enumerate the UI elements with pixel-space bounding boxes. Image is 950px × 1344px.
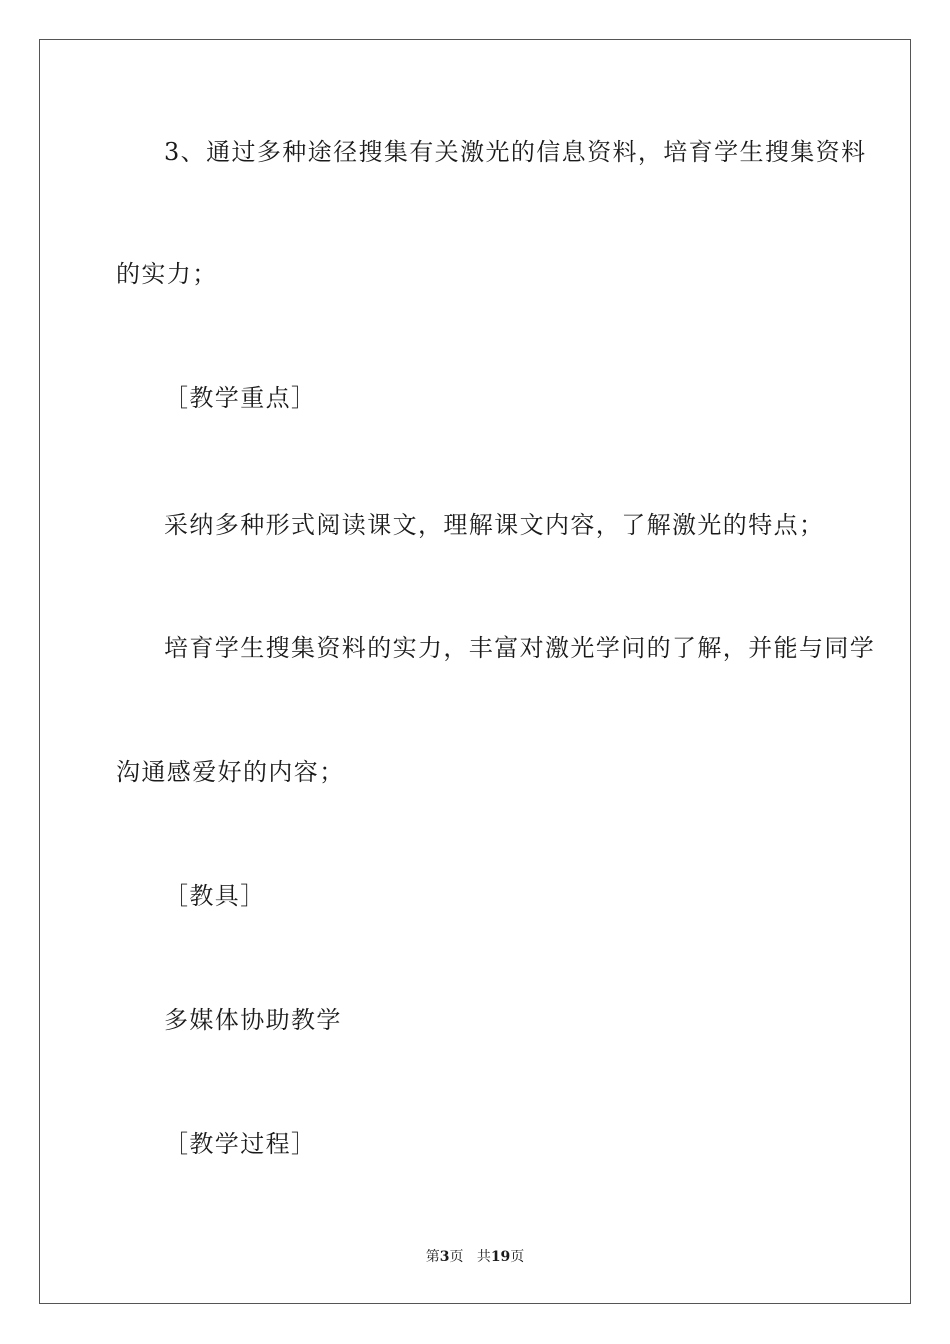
footer-page-suffix: 页 — [449, 1249, 464, 1265]
paragraph-line: 3、通过多种途径搜集有关激光的信息资料，培育学生搜集资料 — [164, 138, 867, 166]
footer-total-pages: 19 — [490, 1249, 511, 1265]
page-frame — [39, 39, 911, 1304]
paragraph-line: 的实力； — [116, 260, 218, 288]
section-heading: ［教学过程］ — [164, 1130, 317, 1158]
paragraph-line: 沟通感爱好的内容； — [116, 758, 345, 786]
footer-page-prefix: 第 — [425, 1249, 440, 1265]
footer-total-suffix: 页 — [510, 1249, 525, 1265]
footer-page-number: 3 — [439, 1249, 450, 1265]
section-heading: ［教学重点］ — [164, 384, 317, 412]
page-footer — [0, 1247, 950, 1267]
paragraph-line: 培育学生搜集资料的实力，丰富对激光学问的了解，并能与同学 — [164, 634, 876, 662]
section-heading: ［教具］ — [164, 882, 266, 910]
footer-total-prefix: 共 — [476, 1249, 491, 1265]
paragraph-line: 采纳多种形式阅读课文，理解课文内容，了解激光的特点； — [164, 511, 825, 539]
paragraph-line: 多媒体协助教学 — [164, 1006, 342, 1034]
